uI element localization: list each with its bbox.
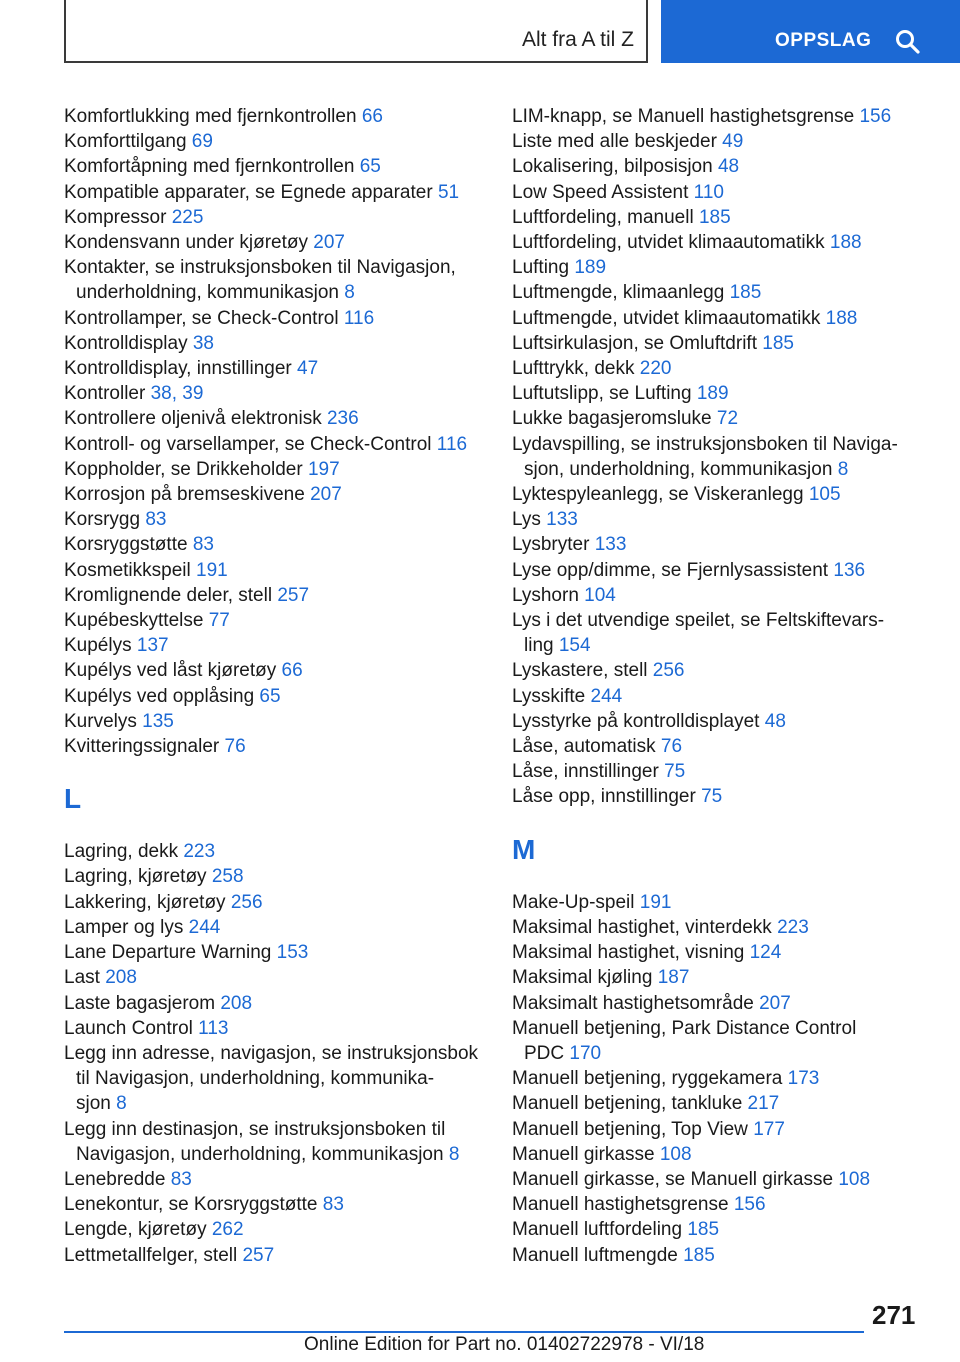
- index-entry: [64, 965, 484, 990]
- index-entry: [64, 331, 484, 356]
- page-reference-link[interactable]: 133: [594, 534, 627, 556]
- index-entry: [512, 532, 912, 557]
- index-entry: [64, 864, 484, 889]
- index-entry: [512, 1167, 912, 1192]
- index-entry-text: Kondensvann under kjøretøy: [64, 232, 308, 254]
- index-entry: [64, 306, 484, 331]
- index-entry: [64, 507, 484, 532]
- index-entry: [64, 180, 484, 205]
- page-reference-link[interactable]: 77: [208, 610, 230, 632]
- page-reference-link[interactable]: 244: [590, 685, 623, 707]
- index-entry-text: Kompressor: [64, 206, 167, 228]
- index-entry: [512, 1066, 912, 1091]
- index-entry-text: Manuell girkasse, se Manuell girkasse: [512, 1168, 834, 1190]
- index-entry: [512, 230, 912, 255]
- index-entry-text: sjon, underholdning, kommunikasjon: [524, 458, 833, 480]
- index-entry: [64, 482, 484, 507]
- index-entry: [512, 1217, 912, 1242]
- index-entry: [64, 532, 484, 557]
- index-entry-text: Lokalisering, bilposisjon: [512, 156, 713, 178]
- index-entry: [512, 180, 912, 205]
- page-reference-link[interactable]: 185: [683, 1244, 715, 1266]
- page-reference-link[interactable]: 185: [762, 332, 794, 354]
- header-section-box: [64, 0, 648, 63]
- page-reference-link[interactable]: 187: [657, 967, 690, 989]
- index-entry: [512, 784, 912, 809]
- index-entry-text: Lukke bagasjeromsluke: [512, 408, 712, 430]
- index-entry: [64, 1117, 484, 1167]
- page-reference-link[interactable]: 75: [701, 786, 723, 808]
- index-entry-text: Luftmengde, klimaanlegg: [512, 282, 725, 304]
- index-entry-text: Make-Up-speil: [512, 891, 635, 913]
- index-entry-text: Liste med alle beskjeder: [512, 131, 717, 153]
- index-entry-text: Lettmetallfelger, stell: [64, 1244, 238, 1266]
- index-entry-text: til Navigasjon, underholdning, kommunika-: [76, 1068, 435, 1090]
- page-reference-link[interactable]: 72: [716, 408, 739, 430]
- page-reference-link[interactable]: 76: [660, 736, 683, 758]
- index-entry-text: Maksimal hastighet, visning: [512, 942, 745, 964]
- index-entry: [512, 1243, 912, 1268]
- page-reference-link[interactable]: 136: [833, 559, 866, 581]
- page-reference-link[interactable]: 66: [281, 660, 303, 682]
- index-entry-text: Låse, automatisk: [512, 736, 656, 758]
- index-column-left: [64, 104, 484, 1268]
- page-reference-link[interactable]: 220: [639, 358, 672, 380]
- index-entry: [64, 658, 484, 683]
- page-reference-link[interactable]: 38: [192, 332, 214, 354]
- index-entry-text: Komforttilgang: [64, 131, 187, 153]
- index-entry-text: Lyse opp/dimme, se Fjernlysassistent: [512, 559, 829, 581]
- index-entry-text: Lufting: [512, 257, 570, 279]
- index-entry-text: Manuell girkasse: [512, 1143, 655, 1165]
- index-entry-text: Lamper og lys: [64, 916, 184, 938]
- index-entry-text: Manuell betjening, tankluke: [512, 1093, 743, 1115]
- page-reference-link[interactable]: 189: [696, 383, 729, 405]
- index-entry: [512, 129, 912, 154]
- index-entry: [512, 104, 912, 129]
- page-reference-link[interactable]: 223: [777, 916, 809, 938]
- page-reference-link[interactable]: 75: [664, 761, 686, 783]
- index-entry: [64, 1016, 484, 1041]
- index-entry: [64, 583, 484, 608]
- index-entry-text: Kosmetikkspeil: [64, 559, 191, 581]
- page-reference-link[interactable]: 110: [693, 181, 724, 203]
- page-reference-link[interactable]: 104: [584, 584, 616, 606]
- index-entry-text: Manuell hastighetsgrense: [512, 1194, 729, 1216]
- index-entry: [64, 381, 484, 406]
- index-entry: [512, 759, 912, 784]
- index-entry: [64, 432, 484, 457]
- page-reference-link[interactable]: 154: [558, 635, 591, 657]
- index-entry-text: Komfortåpning med fjernkontrollen: [64, 156, 355, 178]
- index-entry: [512, 154, 912, 179]
- index-entry: [64, 1243, 484, 1268]
- index-entry: [64, 230, 484, 255]
- index-entry: [64, 1217, 484, 1242]
- index-entry-text: Maksimal kjøling: [512, 967, 653, 989]
- page-reference-link[interactable]: 185: [698, 206, 731, 228]
- index-entry: [512, 356, 912, 381]
- page-reference-link[interactable]: 258: [211, 866, 244, 888]
- index-entry-text: Kontrollamper, se Check-Control: [64, 307, 339, 329]
- index-entry-text: Laste bagasjerom: [64, 992, 216, 1014]
- index-entry-text: ling: [524, 635, 554, 657]
- index-entry: [64, 154, 484, 179]
- index-entry-text: Manuell luftmengde: [512, 1244, 678, 1266]
- page-reference-link[interactable]: 236: [326, 408, 359, 430]
- index-entry-text: Lagring, kjøretøy: [64, 866, 207, 888]
- page-reference-link[interactable]: 191: [639, 891, 672, 913]
- index-entry: [64, 104, 484, 129]
- page-reference-link[interactable]: 185: [729, 282, 762, 304]
- index-entry: [64, 356, 484, 381]
- page-reference-link[interactable]: 113: [198, 1017, 229, 1039]
- page-reference-link[interactable]: 188: [829, 232, 862, 254]
- index-entry-text: Launch Control: [64, 1017, 193, 1039]
- index-entry: [64, 991, 484, 1016]
- page-reference-link[interactable]: 262: [211, 1219, 244, 1241]
- search-icon: [895, 29, 921, 55]
- index-entry: [64, 915, 484, 940]
- index-entry-text: Kupébeskyttelse: [64, 610, 204, 632]
- index-entry-text: Kontakter, se instruksjonsboken til Navigasjon,: [64, 257, 456, 279]
- index-entry-text: Lenebredde: [64, 1168, 166, 1190]
- index-entry-text: LIM-knapp, se Manuell hastighetsgrense: [512, 106, 855, 127]
- page-reference-link[interactable]: 189: [574, 257, 607, 279]
- page-reference-link[interactable]: 47: [297, 358, 319, 380]
- page-reference-link[interactable]: 83: [170, 1168, 192, 1190]
- page-reference-link[interactable]: 69: [191, 131, 213, 153]
- index-entry: [64, 406, 484, 431]
- page-reference-link[interactable]: 108: [838, 1168, 871, 1190]
- index-entry-text: Lakkering, kjøretøy: [64, 891, 226, 913]
- page-reference-link[interactable]: 8: [448, 1143, 460, 1165]
- index-entry-text: Lysskifte: [512, 685, 586, 707]
- index-entry-text: underholdning, kommunikasjon: [76, 282, 339, 304]
- page-reference-link[interactable]: 185: [687, 1219, 720, 1241]
- page-reference-link[interactable]: 66: [361, 106, 383, 127]
- page-reference-link[interactable]: 65: [359, 156, 381, 178]
- page-reference-link[interactable]: 207: [313, 232, 345, 254]
- index-entry: [512, 1117, 912, 1142]
- index-entry: [64, 1167, 484, 1192]
- index-entry-text: Lysbryter: [512, 534, 590, 556]
- index-entry: [512, 406, 912, 431]
- index-entry: [512, 991, 912, 1016]
- index-entry: [64, 608, 484, 633]
- index-entry-text: Luftutslipp, se Lufting: [512, 383, 692, 405]
- index-entry-text: Låse, innstillinger: [512, 761, 659, 783]
- index-column-right: [512, 104, 912, 1268]
- index-entry-text: Kontrollere oljenivå elektronisk: [64, 408, 322, 430]
- index-entry-text: Låse opp, innstillinger: [512, 786, 696, 808]
- index-entry: [64, 709, 484, 734]
- page-reference-link[interactable]: 135: [142, 710, 174, 732]
- index-entry: [512, 306, 912, 331]
- index-entry: [512, 558, 912, 583]
- index-entry-text: Lys: [512, 509, 541, 531]
- index-entry: [64, 558, 484, 583]
- page-reference-link[interactable]: 51: [437, 181, 460, 203]
- page-reference-link[interactable]: 156: [733, 1194, 766, 1216]
- page-reference-link[interactable]: 137: [136, 635, 169, 657]
- index-entry-text: Kupélys ved låst kjøretøy: [64, 660, 277, 682]
- index-entry-text: Legg inn adresse, navigasjon, se instruksjonsbok: [64, 1042, 479, 1064]
- page-reference-link[interactable]: 207: [759, 992, 791, 1014]
- page-reference-link[interactable]: 207: [310, 484, 342, 506]
- index-entry: [512, 734, 912, 759]
- index-entry: [512, 684, 912, 709]
- page-reference-link[interactable]: 217: [747, 1093, 780, 1115]
- index-entry: [512, 381, 912, 406]
- page-reference-link[interactable]: 188: [825, 307, 858, 329]
- index-entry-text: sjon: [76, 1093, 111, 1115]
- section-title: Alt fra A til Z: [521, 28, 634, 51]
- index-entry-text: Kurvelys: [64, 710, 137, 732]
- index-entry-text: Low Speed Assistent: [512, 181, 689, 203]
- page-reference-link[interactable]: 170: [569, 1042, 602, 1064]
- index-entry: [512, 940, 912, 965]
- index-entry-text: Luftsirkulasjon, se Omluftdrift: [512, 332, 757, 354]
- index-entry-text: Manuell betjening, ryggekamera: [512, 1068, 783, 1090]
- index-entry-text: Lufttrykk, dekk: [512, 358, 635, 380]
- index-entry-text: Lyshorn: [512, 584, 579, 606]
- index-entry-text: Korrosjon på bremseskivene: [64, 484, 305, 506]
- index-entry-text: Kupélys ved opplåsing: [64, 685, 255, 707]
- index-entry-text: Lagring, dekk: [64, 841, 179, 863]
- index-entry-text: Last: [64, 967, 100, 989]
- index-entry-text: Kontroller: [64, 383, 146, 405]
- index-entry: [512, 915, 912, 940]
- page-reference-link[interactable]: 8: [116, 1093, 127, 1115]
- index-entry-text: Korsrygg: [64, 509, 141, 531]
- index-entry: [64, 633, 484, 658]
- page-reference-link[interactable]: 116: [343, 307, 375, 329]
- index-entry-text: Maksimalt hastighetsområde: [512, 992, 754, 1014]
- index-entry: [512, 965, 912, 990]
- index-entry-text: Lys i det utvendige speilet, se Feltskiftevars-: [512, 610, 885, 632]
- index-entry: [64, 129, 484, 154]
- page-reference-link[interactable]: 65: [259, 685, 281, 707]
- page-reference-link[interactable]: 257: [242, 1244, 275, 1266]
- index-entry: [512, 1091, 912, 1116]
- page-reference-link[interactable]: 116: [436, 433, 468, 455]
- index-entry: [512, 1192, 912, 1217]
- index-entry-text: Luftmengde, utvidet klimaautomatikk: [512, 307, 821, 329]
- index-entry: [64, 890, 484, 915]
- index-entry-text: Maksimal hastighet, vinterdekk: [512, 916, 772, 938]
- index-entry-text: Legg inn destinasjon, se instruksjonsboken til: [64, 1118, 446, 1140]
- index-entry: [64, 734, 484, 759]
- page-reference-link[interactable]: 191: [196, 559, 228, 581]
- index-entry: [64, 839, 484, 864]
- index-entry-text: Korsryggstøtte: [64, 534, 188, 556]
- page-reference-link[interactable]: 223: [183, 841, 216, 863]
- index-entry-text: Lyskastere, stell: [512, 660, 648, 682]
- index-entry: [512, 507, 912, 532]
- index-entry-text: Lydavspilling, se instruksjonsboken til Naviga-: [512, 433, 898, 455]
- page-reference-link[interactable]: 153: [276, 942, 309, 964]
- index-entry-text: Kontrolldisplay: [64, 332, 188, 354]
- index-entry-text: Kromlignende deler, stell: [64, 584, 273, 606]
- page-reference-link[interactable]: 48: [717, 156, 740, 178]
- index-entry: [512, 205, 912, 230]
- index-entry-text: Manuell luftfordeling: [512, 1219, 683, 1241]
- footer-edition: Online Edition for Part no. 01402722978 - VI/18: [304, 1334, 705, 1355]
- index-entry: [64, 940, 484, 965]
- index-entry: [512, 1016, 912, 1066]
- page-reference-link[interactable]: 38, 39: [150, 383, 204, 405]
- index-entry-text: Lenekontur, se Korsryggstøtte: [64, 1194, 318, 1216]
- index-entry-text: Kontroll- og varsellamper, se Check-Control: [64, 433, 432, 455]
- index-entry-text: Kompatible apparater, se Egnede apparater: [64, 181, 433, 203]
- index-entry-text: Lengde, kjøretøy: [64, 1219, 207, 1241]
- page-reference-link[interactable]: 49: [722, 131, 744, 153]
- index-entry: [64, 1192, 484, 1217]
- index-entry-text: Kupélys: [64, 635, 132, 657]
- page-reference-link[interactable]: 256: [230, 891, 263, 913]
- index-letter-heading: L: [64, 783, 82, 815]
- index-entry: [64, 255, 484, 305]
- page-reference-link[interactable]: 83: [192, 534, 214, 556]
- page-reference-link[interactable]: 256: [652, 660, 685, 682]
- index-entry: [512, 255, 912, 280]
- page-reference-link[interactable]: 257: [277, 584, 310, 606]
- page-reference-link[interactable]: 83: [145, 509, 167, 531]
- index-entry-text: Komfortlukking med fjernkontrollen: [64, 106, 357, 127]
- page-reference-link[interactable]: 244: [188, 916, 221, 938]
- index-entry-text: Kontrolldisplay, innstillinger: [64, 358, 292, 380]
- index-entry-text: Lysstyrke på kontrolldisplayet: [512, 710, 760, 732]
- page-reference-link[interactable]: 173: [787, 1068, 820, 1090]
- page-reference-link[interactable]: 48: [764, 710, 786, 732]
- index-entry-text: Luftfordeling, utvidet klimaautomatikk: [512, 232, 825, 254]
- index-entry: [512, 890, 912, 915]
- index-entry: [512, 608, 912, 658]
- footer-divider: [64, 1331, 864, 1333]
- index-entry: [512, 658, 912, 683]
- index-entry: [512, 432, 912, 482]
- index-entry-text: Koppholder, se Drikkeholder: [64, 458, 303, 480]
- index-entry: [64, 1041, 484, 1117]
- index-entry-text: Manuell betjening, Top View: [512, 1118, 748, 1140]
- index-entry: [512, 1142, 912, 1167]
- index-entry: [512, 482, 912, 507]
- page-reference-link[interactable]: 76: [224, 736, 246, 758]
- index-entry-text: Navigasjon, underholdning, kommunikasjon: [76, 1143, 444, 1165]
- page-reference-link[interactable]: 105: [808, 484, 841, 506]
- index-entry: [64, 457, 484, 482]
- index-entry-text: Luftfordeling, manuell: [512, 206, 694, 228]
- oppslag-label: OPPSLAG: [775, 30, 872, 51]
- index-entry-text: PDC: [524, 1042, 565, 1064]
- page-reference-link[interactable]: 225: [171, 206, 204, 228]
- page-reference-link[interactable]: 108: [659, 1143, 692, 1165]
- index-entry-text: Lane Departure Warning: [64, 942, 272, 964]
- index-entry-text: Lyktespyleanlegg, se Viskeranlegg: [512, 484, 804, 506]
- index-entry: [512, 709, 912, 734]
- page-reference-link[interactable]: 197: [307, 458, 340, 480]
- index-entry: [64, 205, 484, 230]
- index-entry-text: Manuell betjening, Park Distance Control: [512, 1017, 857, 1039]
- page-reference-link[interactable]: 156: [859, 106, 892, 127]
- page-reference-link[interactable]: 177: [753, 1118, 785, 1140]
- page-reference-link[interactable]: 208: [220, 992, 253, 1014]
- index-letter-heading: M: [512, 833, 536, 865]
- index-entry: [64, 684, 484, 709]
- page-reference-link[interactable]: 8: [344, 282, 355, 304]
- index-entry: [512, 280, 912, 305]
- index-entry: [512, 331, 912, 356]
- page-reference-link[interactable]: 8: [837, 458, 849, 480]
- oppslag-button[interactable]: [661, 0, 960, 63]
- page-number: 271: [872, 1300, 916, 1330]
- page-reference-link[interactable]: 124: [749, 942, 782, 964]
- index-entry-text: Kvitteringssignaler: [64, 736, 220, 758]
- page-reference-link[interactable]: 83: [322, 1194, 344, 1216]
- page-reference-link[interactable]: 208: [105, 967, 137, 989]
- index-entry: [512, 583, 912, 608]
- page-reference-link[interactable]: 133: [546, 509, 578, 531]
